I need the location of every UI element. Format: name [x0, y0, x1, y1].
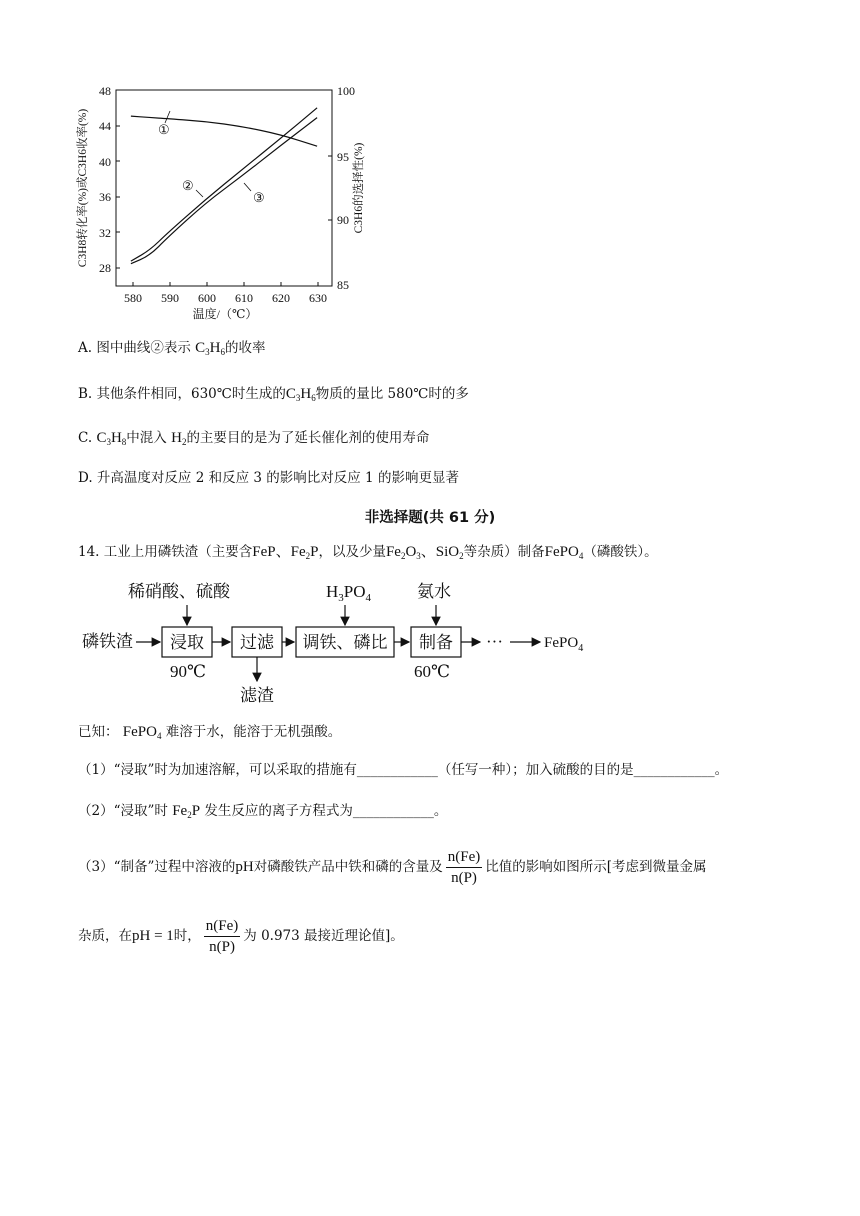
option-d: D. 升高温度对反应 2 和反应 3 的影响比对反应 1 的影响更显著	[78, 470, 459, 486]
curve-label-1: ①	[158, 122, 170, 137]
flow-step-adjust: 调铁、磷比	[302, 633, 388, 652]
ratio-fraction: $\frac{n(Fe)}{n(P)}$	[447, 849, 481, 886]
right-tick: 100	[337, 84, 355, 98]
x-tick-marks	[133, 282, 318, 286]
formula-c3h6: $C_3H_6$	[195, 340, 225, 357]
question-14-3-line1: （3）“制备”过程中溶液的pH对磷酸铁产品中铁和磷的含量及 $\frac{n(Fe)}{n(P)}$ 比值的影响如图所示[考虑到微量金属	[78, 849, 707, 886]
question-14-intro: 14. 工业上用磷铁渣（主要含FeP、$Fe_2P$，以及少量$Fe_2O_3$、SiO$_2$等杂质）制备FePO$_4$（磷酸铁）。	[78, 544, 658, 561]
x-tick: 580	[124, 291, 142, 305]
flow-step-filter: 过滤	[240, 633, 274, 652]
right-tick: 90	[337, 213, 349, 227]
chart-plot-frame	[116, 90, 332, 286]
formula-fe2o3-sio2: $Fe_2O_3$、SiO$_2$	[385, 544, 464, 561]
right-tick-marks	[328, 156, 332, 220]
question-14-3-line2: 杂质，在pH = 1时， $\frac{n(Fe)}{n(P)}$ 为 0.973 最接近理论值]。	[78, 918, 404, 955]
left-axis-label: C3H8转化率(%)或C3H6收率(%)	[77, 108, 89, 268]
flow-reagent-1: 稀硝酸、硫酸	[128, 582, 230, 601]
option-a: A. 图中曲线②表示 $C_3H_6$的收率	[78, 340, 266, 357]
left-tick: 48	[99, 84, 111, 98]
curve-label-2: ②	[182, 178, 194, 193]
x-tick: 590	[161, 291, 179, 305]
x-tick: 630	[309, 291, 327, 305]
flow-dots: ···	[486, 632, 503, 651]
x-axis	[124, 291, 327, 305]
formula-fe2p: $Fe_2P$	[172, 803, 201, 820]
left-tick: 32	[99, 226, 111, 240]
question-14-1: （1）“浸取”时为加速溶解，可以采取的措施有____________（任写一种）；加入硫酸的目的是____________。	[78, 762, 729, 778]
left-tick: 44	[99, 119, 111, 133]
question-14-2: （2）“浸取”时 $Fe_2P$ 发生反应的离子方程式为____________。	[78, 803, 448, 820]
flow-residue: 滤渣	[240, 686, 274, 705]
formula-h2: $H_2$	[171, 430, 187, 447]
flow-product: FePO$_4$	[544, 635, 584, 654]
formula-fepo4: FePO$_4$	[122, 724, 162, 741]
formula-fep-fe2p: FeP、$Fe_2P$	[252, 544, 319, 561]
chart	[70, 80, 370, 325]
option-b: B. 其他条件相同，630℃时生成的$C_3H_6$物质的量比 580℃时的多	[78, 386, 469, 403]
process-flow-diagram	[78, 575, 618, 710]
flow-reagent-3: 氨水	[417, 582, 451, 601]
left-tick: 28	[99, 261, 111, 275]
right-tick: 85	[337, 278, 349, 292]
flow-step-prepare: 制备	[419, 633, 453, 652]
flow-step-leach: 浸取	[170, 633, 204, 652]
left-tick: 40	[99, 155, 111, 169]
flow-temp-1: 90℃	[170, 662, 207, 681]
section-heading: 非选择题(共 61 分)	[364, 510, 496, 526]
left-axis	[99, 84, 111, 275]
formula-fepo4: FePO$_4$	[544, 544, 584, 561]
left-tick-marks	[116, 126, 120, 268]
flow-start-label: 磷铁渣	[82, 632, 133, 651]
right-tick: 95	[337, 150, 349, 164]
x-tick: 600	[198, 291, 216, 305]
curve-label-3-leader	[244, 183, 251, 191]
curve-label-2-leader	[196, 190, 203, 197]
flow-temp-4: 60℃	[414, 662, 451, 681]
right-axis-label: C3H6的选择性(%)	[353, 142, 365, 234]
ratio-fraction: $\frac{n(Fe)}{n(P)}$	[205, 918, 239, 955]
x-tick: 620	[272, 291, 290, 305]
formula-c3h6: $C_3H_6$	[285, 386, 316, 403]
x-tick: 610	[235, 291, 253, 305]
known-info: 已知： FePO$_4$ 难溶于水，能溶于无机强酸。	[78, 724, 342, 741]
option-c: C. $C_3H_8$中混入 $H_2$的主要目的是为了延长催化剂的使用寿命	[78, 430, 430, 447]
flow-reagent-2: $H_3PO_4$	[326, 582, 372, 604]
left-tick: 36	[99, 190, 111, 204]
x-axis-label: 温度/（℃）	[192, 307, 258, 321]
formula-c3h8: $C_3H_8$	[96, 430, 127, 447]
curve-label-3: ③	[253, 190, 265, 205]
